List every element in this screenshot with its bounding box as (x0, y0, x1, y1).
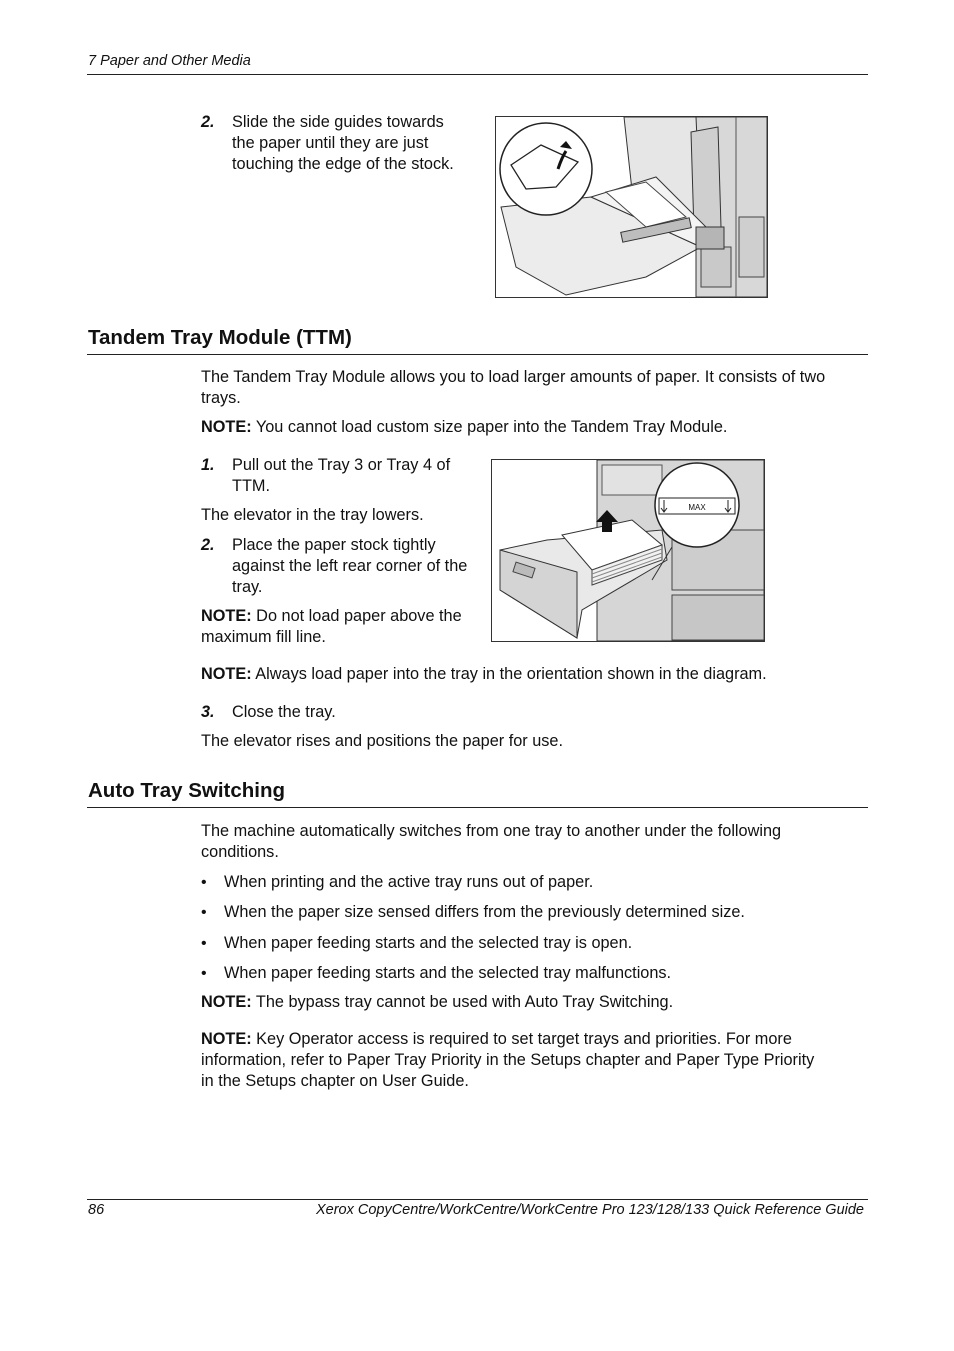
step-number: 2. (201, 536, 215, 554)
step-text (232, 112, 454, 175)
footer-rule (87, 1199, 868, 1200)
step-number: 1. (201, 456, 215, 474)
step-text: Close the tray. (232, 703, 336, 721)
step-result: The elevator in the tray lowers. (201, 506, 424, 524)
note-text: The bypass tray cannot be used with Auto Tray Switching. (251, 993, 674, 1011)
note-text: maximum fill line. (201, 628, 326, 646)
note-text: information, refer to Paper Tray Priority in the Setups chapter and Paper Type Priority (201, 1051, 815, 1069)
note (201, 606, 462, 648)
ttm-tray-illustration (491, 459, 765, 642)
step-line: against the left rear corner of the (232, 557, 468, 575)
section-heading: Auto Tray Switching (88, 779, 286, 802)
step-line: tray. (232, 578, 263, 596)
note-text: Key Operator access is required to set target trays and priorities. For more (251, 1030, 792, 1048)
step-line: Place the paper stock tightly (232, 536, 436, 554)
running-header: 7 Paper and Other Media (88, 53, 251, 69)
section-rule (87, 807, 868, 808)
section-heading: Tandem Tray Module (TTM) (88, 326, 352, 349)
intro-line: The Tandem Tray Module allows you to load larger amounts of paper. It consists of two (201, 368, 826, 386)
step-number: 3. (201, 703, 215, 721)
list-item: When paper feeding starts and the selected tray malfunctions. (224, 964, 672, 982)
max-fill-label: MAX (688, 503, 706, 512)
bypass-tray-illustration (495, 116, 768, 298)
section-rule (87, 354, 868, 355)
note-label: NOTE: (201, 607, 252, 625)
header-rule (87, 74, 868, 75)
step-line: TTM. (232, 477, 270, 495)
step-text (232, 535, 467, 598)
bullet-marker: • (201, 874, 207, 891)
page-number: 86 (88, 1202, 105, 1218)
step-text (232, 455, 450, 497)
intro-line: trays. (201, 389, 241, 407)
list-item: When printing and the active tray runs out of paper. (224, 873, 594, 891)
note-text: Do not load paper above the (251, 607, 462, 625)
note (201, 1029, 814, 1092)
note-label: NOTE: (201, 665, 252, 683)
list-item: When the paper size sensed differs from the previously determined size. (224, 903, 745, 921)
bypass-tray-drawing (496, 117, 767, 297)
ttm-tray-drawing (492, 460, 764, 641)
bullet-marker: • (201, 935, 207, 952)
note-label: NOTE: (201, 1030, 252, 1048)
note (201, 417, 727, 438)
step-line: touching the edge of the stock. (232, 155, 454, 173)
note-text: Always load paper into the tray in the orientation shown in the diagram. (251, 665, 767, 683)
note (201, 664, 767, 685)
note-text: You cannot load custom size paper into the Tandem Tray Module. (251, 418, 728, 436)
ats-intro (201, 821, 781, 863)
bullet-marker: • (201, 904, 207, 921)
step-line: Slide the side guides towards (232, 113, 444, 131)
step-result: The elevator rises and positions the paper for use. (201, 732, 564, 750)
footer-title: Xerox CopyCentre/WorkCentre/WorkCentre Pro 123/128/133 Quick Reference Guide (315, 1202, 864, 1218)
intro-line: conditions. (201, 843, 279, 861)
intro-line: The machine automatically switches from one tray to another under the following (201, 822, 782, 840)
note (201, 992, 673, 1013)
list-item: When paper feeding starts and the selected tray is open. (224, 934, 633, 952)
bullet-marker: • (201, 965, 207, 982)
note-label: NOTE: (201, 418, 252, 436)
step-line: Pull out the Tray 3 or Tray 4 of (232, 456, 451, 474)
step-line: the paper until they are just (232, 134, 429, 152)
note-label: NOTE: (201, 993, 252, 1011)
note-text: in the Setups chapter on User Guide. (201, 1072, 469, 1090)
step-number: 2. (201, 113, 215, 131)
ttm-intro (201, 367, 825, 409)
